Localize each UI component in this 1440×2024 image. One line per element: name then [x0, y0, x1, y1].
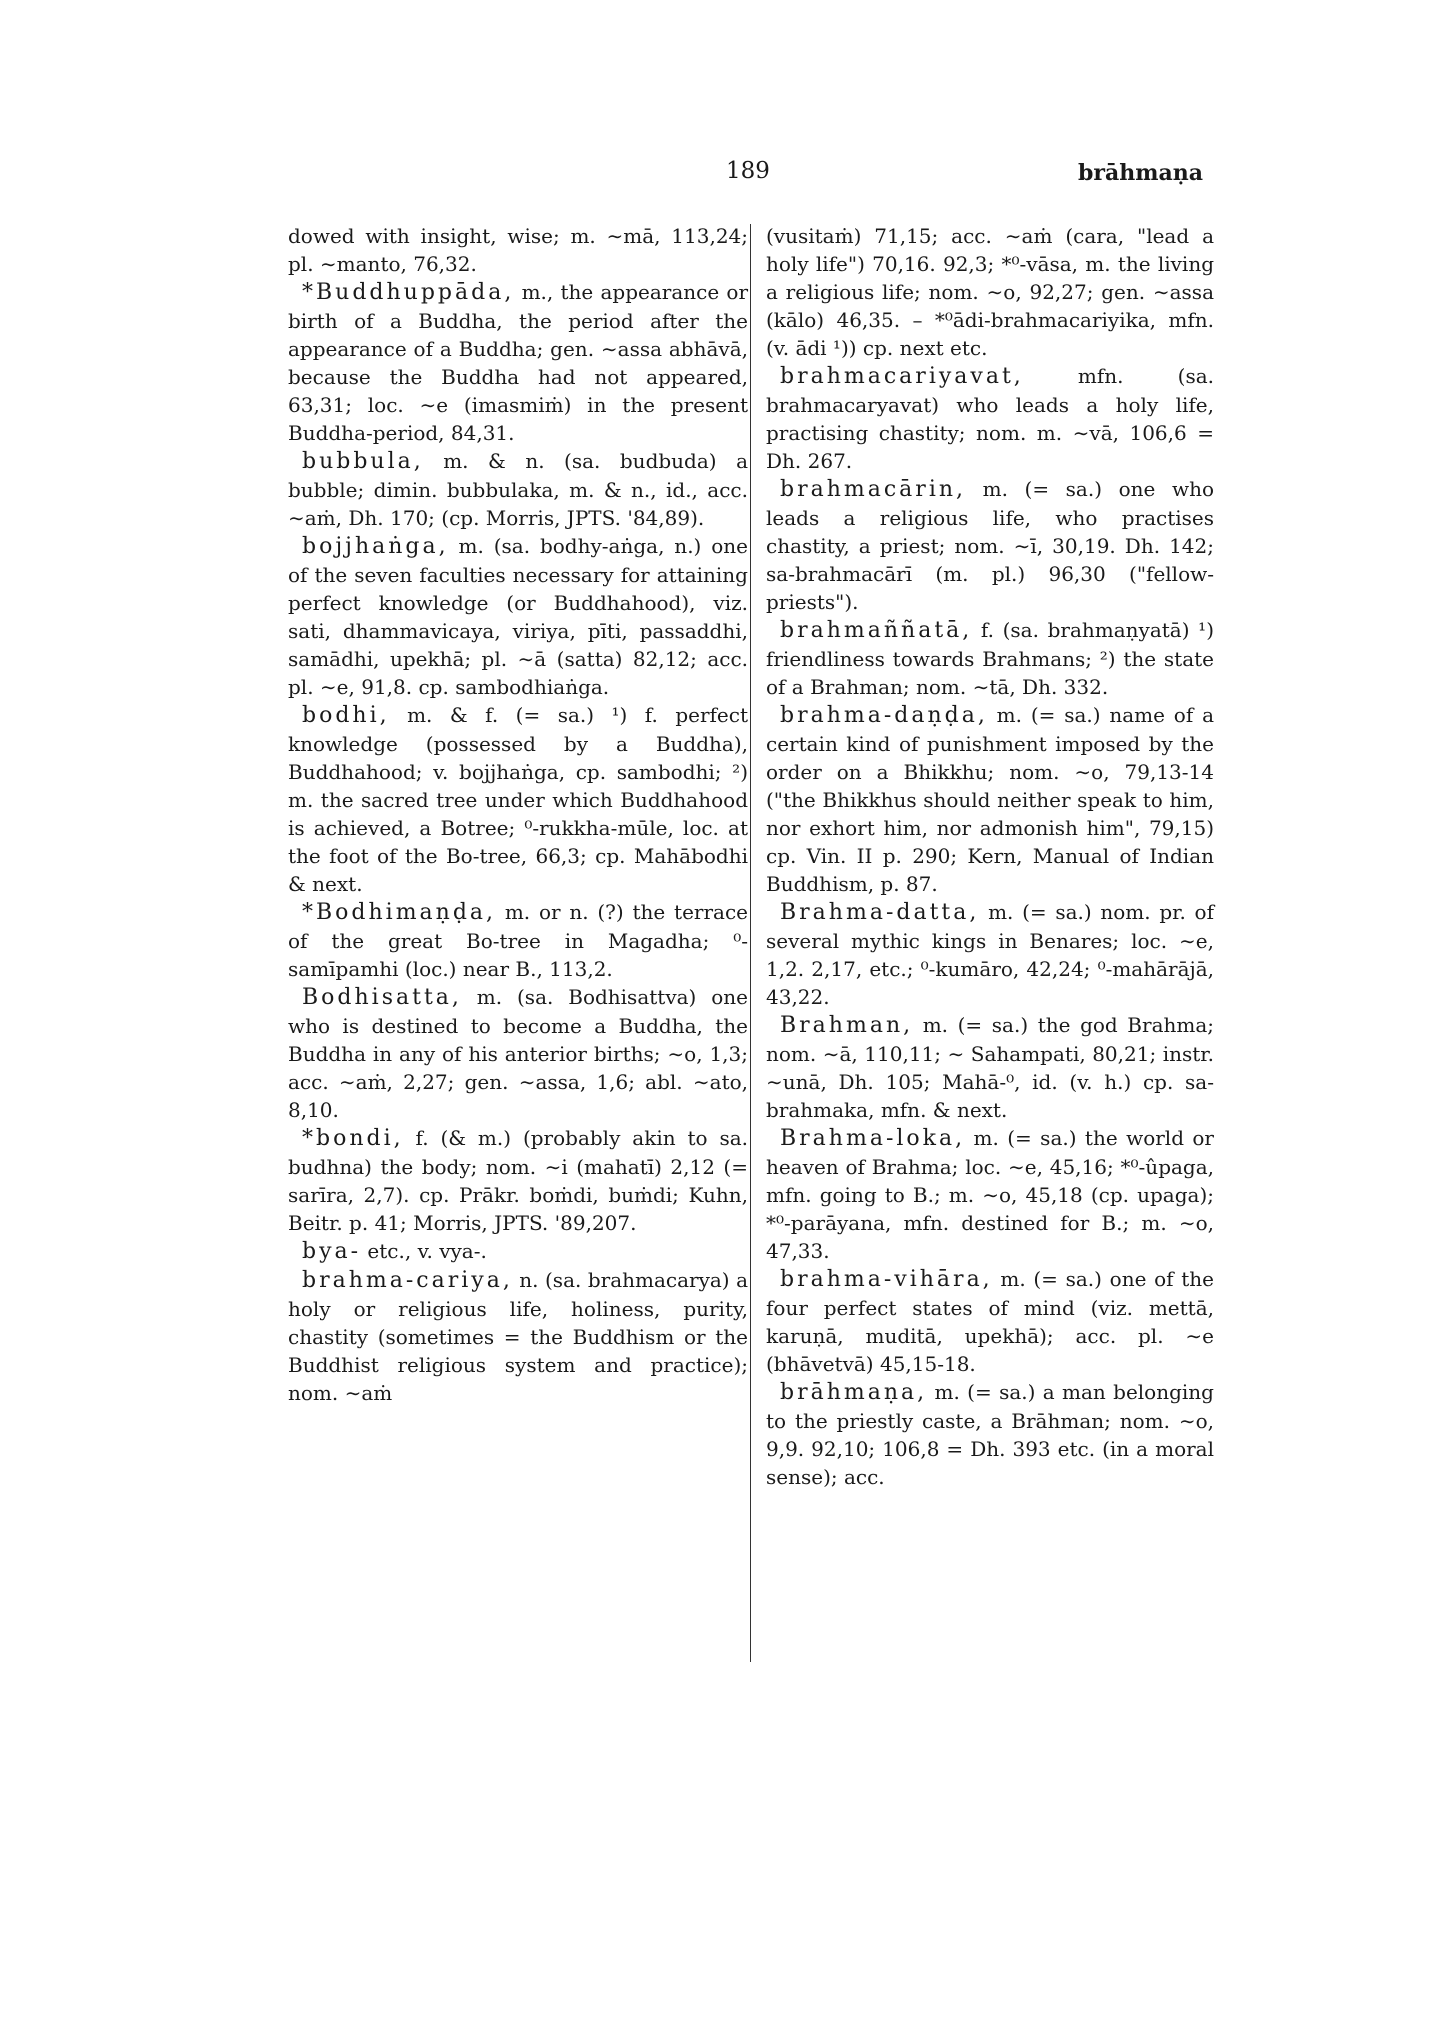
- entry-headword: Brahma-loka,: [780, 1126, 966, 1151]
- entry-text: m. (= sa.) nom. pr. of several mythic kings in Benares; loc. ∼e, 1,2. 2,17, etc.; ⁰-kumāro, 42,24; ⁰-mahārājā, 43,22.: [766, 900, 1214, 1009]
- right-column: [766, 222, 1214, 1491]
- entry-text: n. (sa. brahmacarya) a holy or religious life, holiness, purity, chastity (sometimes = the Buddhism or the Buddhist religious system and practice); nom. ∼aṁ: [288, 1268, 748, 1405]
- dictionary-entry: [288, 701, 748, 898]
- dictionary-entry: [766, 362, 1214, 475]
- entry-text: m. (= sa.) one of the four perfect states of mind (viz. mettā, karuṇā, muditā, upekhā); acc. pl. ∼e (bhāvetvā) 45,15-18.: [766, 1267, 1214, 1376]
- column-divider: [750, 224, 751, 1662]
- entry-text: m. (= sa.) a man belonging to the priestly caste, a Brāhman; nom. ∼o, 9,9. 92,10; 106,8 = Dh. 393 etc. (in a moral sense); acc.: [766, 1380, 1214, 1489]
- dictionary-entry: [766, 898, 1214, 1011]
- dictionary-entry: [766, 475, 1214, 616]
- entry-text: m. (= sa.) the world or heaven of Brahma; loc. ∼e, 45,16; *⁰-ûpaga, mfn. going to B.; m. ∼o, 45,18 (cp. upaga); *⁰-parāyana, mfn. destined for B.; m. ∼o, 47,33.: [766, 1126, 1214, 1263]
- entry-text: m. (= sa.) one who leads a religious life, who practises chastity, a priest; nom. ∼ī, 30,19. Dh. 142; sa-brahmacārī (m. pl.) 96,30 ("fellow-priests").: [766, 477, 1214, 614]
- entry-headword: Brahma-datta,: [780, 900, 980, 925]
- entry-headword: bubbula,: [302, 449, 424, 474]
- entry-headword: brahma-vihāra,: [780, 1267, 993, 1292]
- page-header: [0, 158, 1440, 198]
- entry-text: m. (= sa.) the god Brahma; nom. ∼ā, 110,11; ∼ Sahampati, 80,21; instr. ∼unā, Dh. 105; Mahā-⁰, id. (v. h.) cp. sa-brahmaka, mfn. & next.: [766, 1013, 1214, 1122]
- dictionary-entry: [288, 447, 748, 532]
- entry-text: m. (sa. Bodhisattva) one who is destined to become a Buddha, the Buddha in any of his anterior births; ∼o, 1,3; acc. ∼aṁ, 2,27; gen. ∼assa, 1,6; abl. ∼ato, 8,10.: [288, 985, 748, 1122]
- dictionary-entry: [288, 983, 748, 1124]
- entry-headword: Brahman,: [780, 1013, 914, 1038]
- entry-headword: *Buddhuppāda,: [302, 280, 515, 305]
- entry-headword: Bodhisatta,: [302, 985, 462, 1010]
- entry-headword: bodhi,: [302, 703, 390, 728]
- entry-headword: *Bodhimaṇḍa,: [302, 900, 497, 925]
- entry-headword: brahmacariyavat,: [780, 364, 1024, 389]
- entry-headword: brāhmaṇa,: [780, 1380, 928, 1405]
- left-column: [288, 222, 748, 1407]
- dictionary-entry: [766, 1265, 1214, 1378]
- entry-text: mfn. (sa. brahmacaryavat) who leads a holy life, practising chastity; nom. m. ∼vā, 106,6 = Dh. 267.: [766, 364, 1214, 473]
- entry-headword: bojjhaṅga,: [302, 534, 449, 559]
- entry-headword: brahma-daṇḍa,: [780, 703, 988, 728]
- dictionary-entry: [766, 222, 1214, 362]
- entry-text: m., the appearance or birth of a Buddha, the period after the appearance of a Buddha; gen. ∼assa abhāvā, because the Buddha had not appeared, 63,31; loc. ∼e (imasmiṁ) in the present Buddha-period, 84,31.: [288, 280, 748, 445]
- entry-headword: brahmaññatā,: [780, 618, 973, 643]
- entry-text: (vusitaṁ) 71,15; acc. ∼aṁ (cara, "lead a holy life") 70,16. 92,3; *⁰-vāsa, m. the living a religious life; nom. ∼o, 92,27; gen. ∼assa (kālo) 46,35. – *⁰ādi-brahmacariyika, mfn. (v. ādi ¹)) cp. next etc.: [766, 224, 1214, 360]
- entry-text: m. (sa. bodhy-aṅga, n.) one of the seven faculties necessary for attaining perfect knowledge (or Buddhahood), viz. sati, dhammavicaya, viriya, pīti, passaddhi, samādhi, upekhā; pl. ∼ā (satta) 82,12; acc. pl. ∼e, 91,8. cp. sambodhiaṅga.: [288, 534, 748, 699]
- entry-headword: brahmacārin,: [780, 477, 967, 502]
- dictionary-entry: [288, 1124, 748, 1237]
- entry-text: m. or n. (?) the terrace of the great Bo-tree in Magadha; ⁰-samīpamhi (loc.) near B., 113,2.: [288, 900, 748, 981]
- dictionary-entry: [288, 898, 748, 983]
- dictionary-entry: [288, 278, 748, 447]
- entry-text: f. (& m.) (probably akin to sa. budhna) the body; nom. ∼i (mahatī) 2,12 (= sarīra, 2,7). cp. Prākr. boṁdi, buṁdi; Kuhn, Beitr. p. 41; Morris, JPTS. '89,207.: [288, 1126, 748, 1235]
- dictionary-entry: [766, 1011, 1214, 1124]
- dictionary-entry: [288, 1237, 748, 1266]
- entry-headword: brahma-cariya,: [302, 1268, 513, 1293]
- running-head: brāhmaṇa: [1078, 160, 1204, 186]
- entry-headword: *bondi,: [302, 1126, 404, 1151]
- entry-text: m. (= sa.) name of a certain kind of punishment imposed by the order on a Bhikkhu; nom. ∼o, 79,13-14 ("the Bhikkhus should neither speak to him, nor exhort him, nor admonish him", 79,15) cp. Vin. II p. 290; Kern, Manual of Indian Buddhism, p. 87.: [766, 703, 1214, 896]
- dictionary-entry: [766, 1124, 1214, 1265]
- entry-text: dowed with insight, wise; m. ∼mā, 113,24; pl. ∼manto, 76,32.: [288, 224, 748, 276]
- dictionary-entry: [288, 532, 748, 701]
- dictionary-entry: [288, 1266, 748, 1407]
- entry-headword: bya-: [302, 1239, 362, 1264]
- entry-text: f. (sa. brahmaṇyatā) ¹) friendliness towards Brahmans; ²) the state of a Brahman; nom. ∼tā, Dh. 332.: [766, 618, 1214, 699]
- page-number: 189: [726, 158, 770, 184]
- entry-text: m. & n. (sa. budbuda) a bubble; dimin. bubbulaka, m. & n., id., acc. ∼aṁ, Dh. 170; (cp. Morris, JPTS. '84,89).: [288, 449, 748, 530]
- dictionary-entry: [288, 222, 748, 278]
- entry-text: etc., v. vya-.: [361, 1239, 487, 1263]
- entry-text: m. & f. (= sa.) ¹) f. perfect knowledge (possessed by a Buddha), Buddhahood; v. bojjhaṅga, cp. sambodhi; ²) m. the sacred tree under which Buddhahood is achieved, a Botree; ⁰-rukkha-mūle, loc. at the foot of the Bo-tree, 66,3; cp. Mahābodhi & next.: [288, 703, 748, 896]
- dictionary-entry: [766, 1378, 1214, 1491]
- dictionary-entry: [766, 616, 1214, 701]
- dictionary-entry: [766, 701, 1214, 898]
